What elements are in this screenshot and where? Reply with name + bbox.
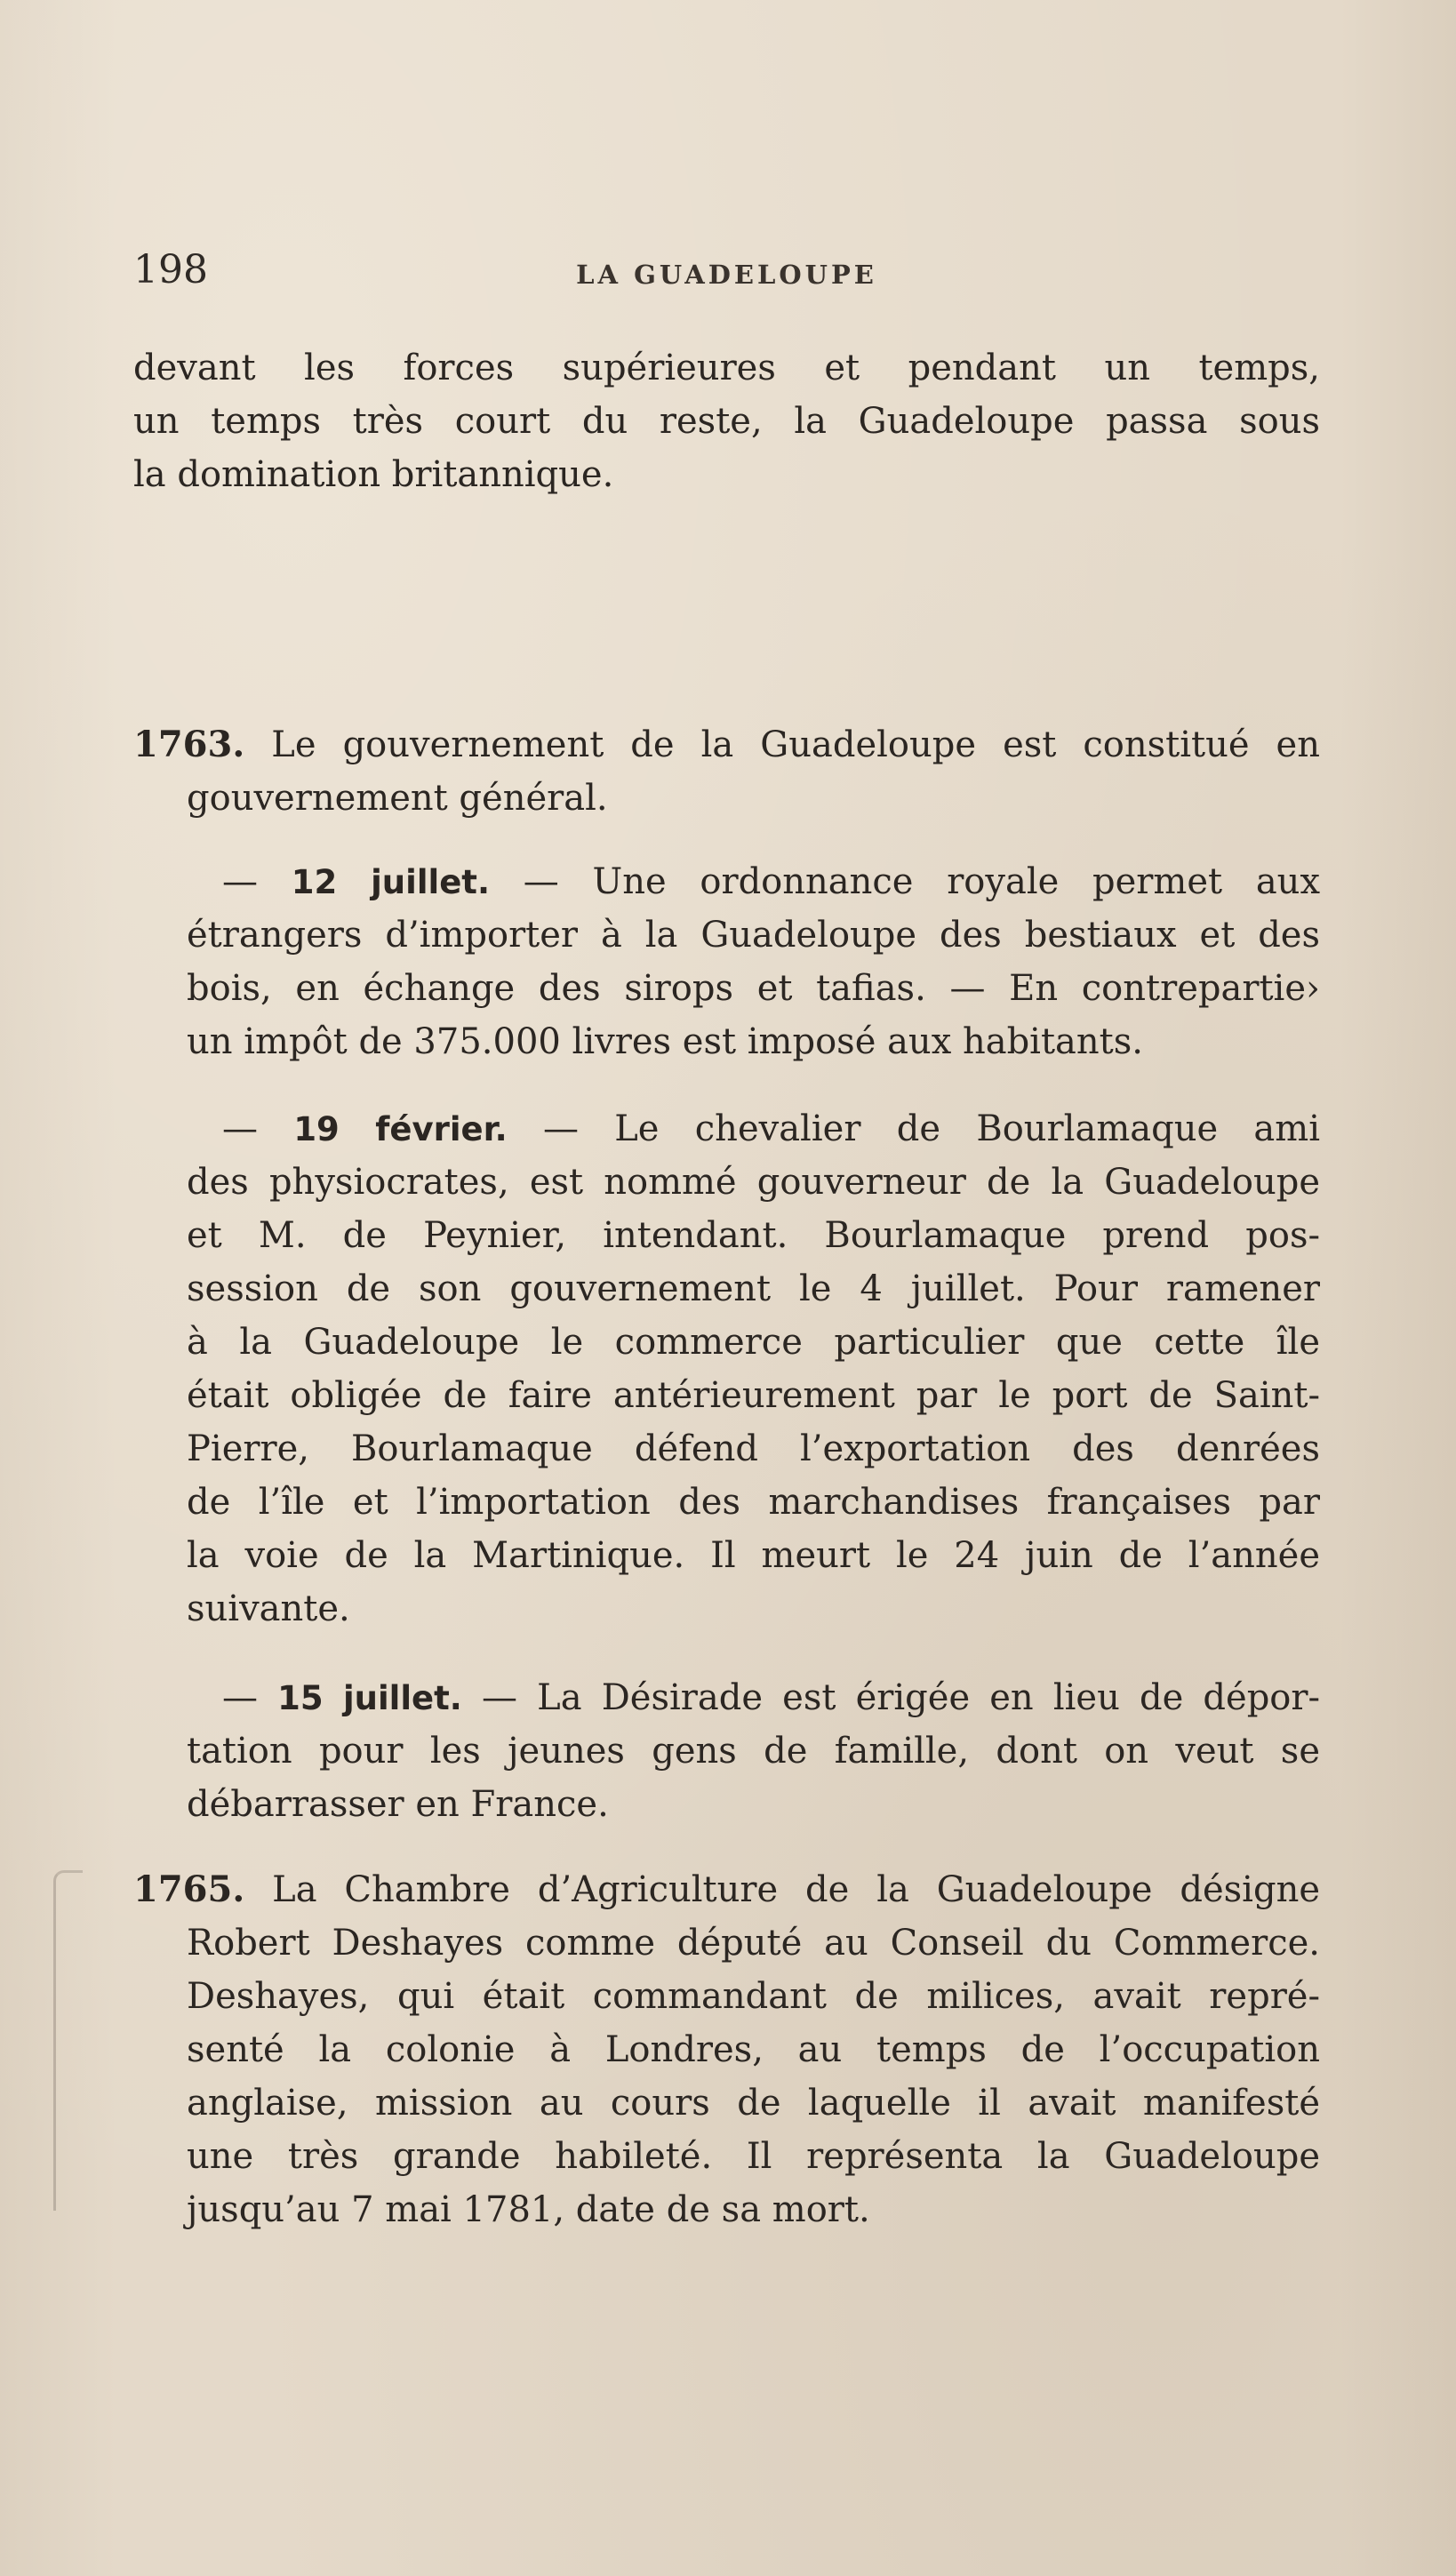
entry-text: — Une ordonnance royale permet aux — [490, 861, 1320, 902]
entry-text: — La Désirade est érigée en lieu de dépor- — [461, 1677, 1320, 1718]
text-line — [133, 1102, 1320, 1156]
text-line: une très grande habileté. Il représenta la Guadeloupe — [187, 2136, 1320, 2177]
entry-text: — Le chevalier de Bourlamaque ami — [507, 1108, 1320, 1149]
entry-1763 — [133, 718, 1320, 825]
text-line: bois, en échange des sirops et tafias. — En contrepartie› — [187, 968, 1320, 1009]
entry-19-fevrier — [133, 1102, 1320, 1636]
text-line — [133, 718, 1320, 772]
text-line — [133, 855, 1320, 908]
text-line: un impôt de 375.000 livres est imposé aux habitants. — [187, 1021, 1143, 1062]
text-line: était obligée de faire antérieurement par le port de Saint- — [187, 1375, 1320, 1416]
entry-1765 — [133, 1863, 1320, 2236]
entry-date: 15 juillet. — [277, 1679, 462, 1717]
text-line: de l’île et l’importation des marchandises françaises par — [187, 1482, 1320, 1523]
text-line: Pierre, Bourlamaque défend l’exportation des denrées — [187, 1428, 1320, 1469]
intro-paragraph — [133, 341, 1320, 501]
text-line: jusqu’au 7 mai 1781, date de sa mort. — [187, 2189, 870, 2230]
text-line: gouvernement général. — [187, 778, 608, 819]
text-line: tation pour les jeunes gens de famille, dont on veut se — [187, 1731, 1320, 1772]
text-line: étrangers d’importer à la Guadeloupe des bestiaux et des — [187, 915, 1320, 956]
entry-12-juillet — [133, 855, 1320, 1068]
entry-year: 1763. — [133, 724, 245, 765]
text-line: et M. de Peynier, intendant. Bourlamaque prend pos- — [187, 1215, 1320, 1256]
text-line: débarrasser en France. — [187, 1784, 609, 1825]
text-line: session de son gouvernement le 4 juillet. Pour ramener — [187, 1268, 1320, 1309]
em-dash: — — [222, 1108, 294, 1149]
text-line: senté la colonie à Londres, au temps de l’occupation — [187, 2029, 1320, 2070]
entry-date: 19 février. — [293, 1110, 508, 1148]
running-head — [133, 247, 1320, 300]
em-dash: — — [222, 1677, 278, 1718]
entry-text: Le gouvernement de la Guadeloupe est constitué en — [244, 724, 1320, 765]
running-title: LA GUADELOUPE — [576, 260, 877, 290]
text-line: un temps très court du reste, la Guadeloupe passa sous — [133, 401, 1320, 442]
entry-text: La Chambre d’Agriculture de la Guadeloupe désigne — [244, 1869, 1320, 1910]
text-line — [133, 1671, 1320, 1724]
text-line — [133, 1863, 1320, 1916]
page-number: 198 — [133, 247, 208, 292]
text-line: la voie de la Martinique. Il meurt le 24 juin de l’année — [187, 1535, 1320, 1576]
text-line: Deshayes, qui était commandant de milices, avait repré- — [187, 1976, 1320, 2017]
text-line: la domination britannique. — [133, 454, 614, 495]
text-line: des physiocrates, est nommé gouverneur de la Guadeloupe — [187, 1162, 1320, 1203]
entry-date: 12 juillet. — [291, 863, 491, 901]
em-dash: — — [222, 861, 292, 902]
margin-pencil-mark — [53, 1870, 83, 2211]
entry-15-juillet — [133, 1671, 1320, 1831]
entry-year: 1765. — [133, 1868, 245, 1910]
text-line: anglaise, mission au cours de laquelle il avait manifesté — [187, 2083, 1320, 2124]
text-line: suivante. — [187, 1588, 350, 1629]
text-line: à la Guadeloupe le commerce particulier que cette île — [187, 1322, 1320, 1363]
text-line: devant les forces supérieures et pendant un temps, — [133, 348, 1320, 388]
text-line: Robert Deshayes comme député au Conseil du Commerce. — [187, 1923, 1320, 1964]
